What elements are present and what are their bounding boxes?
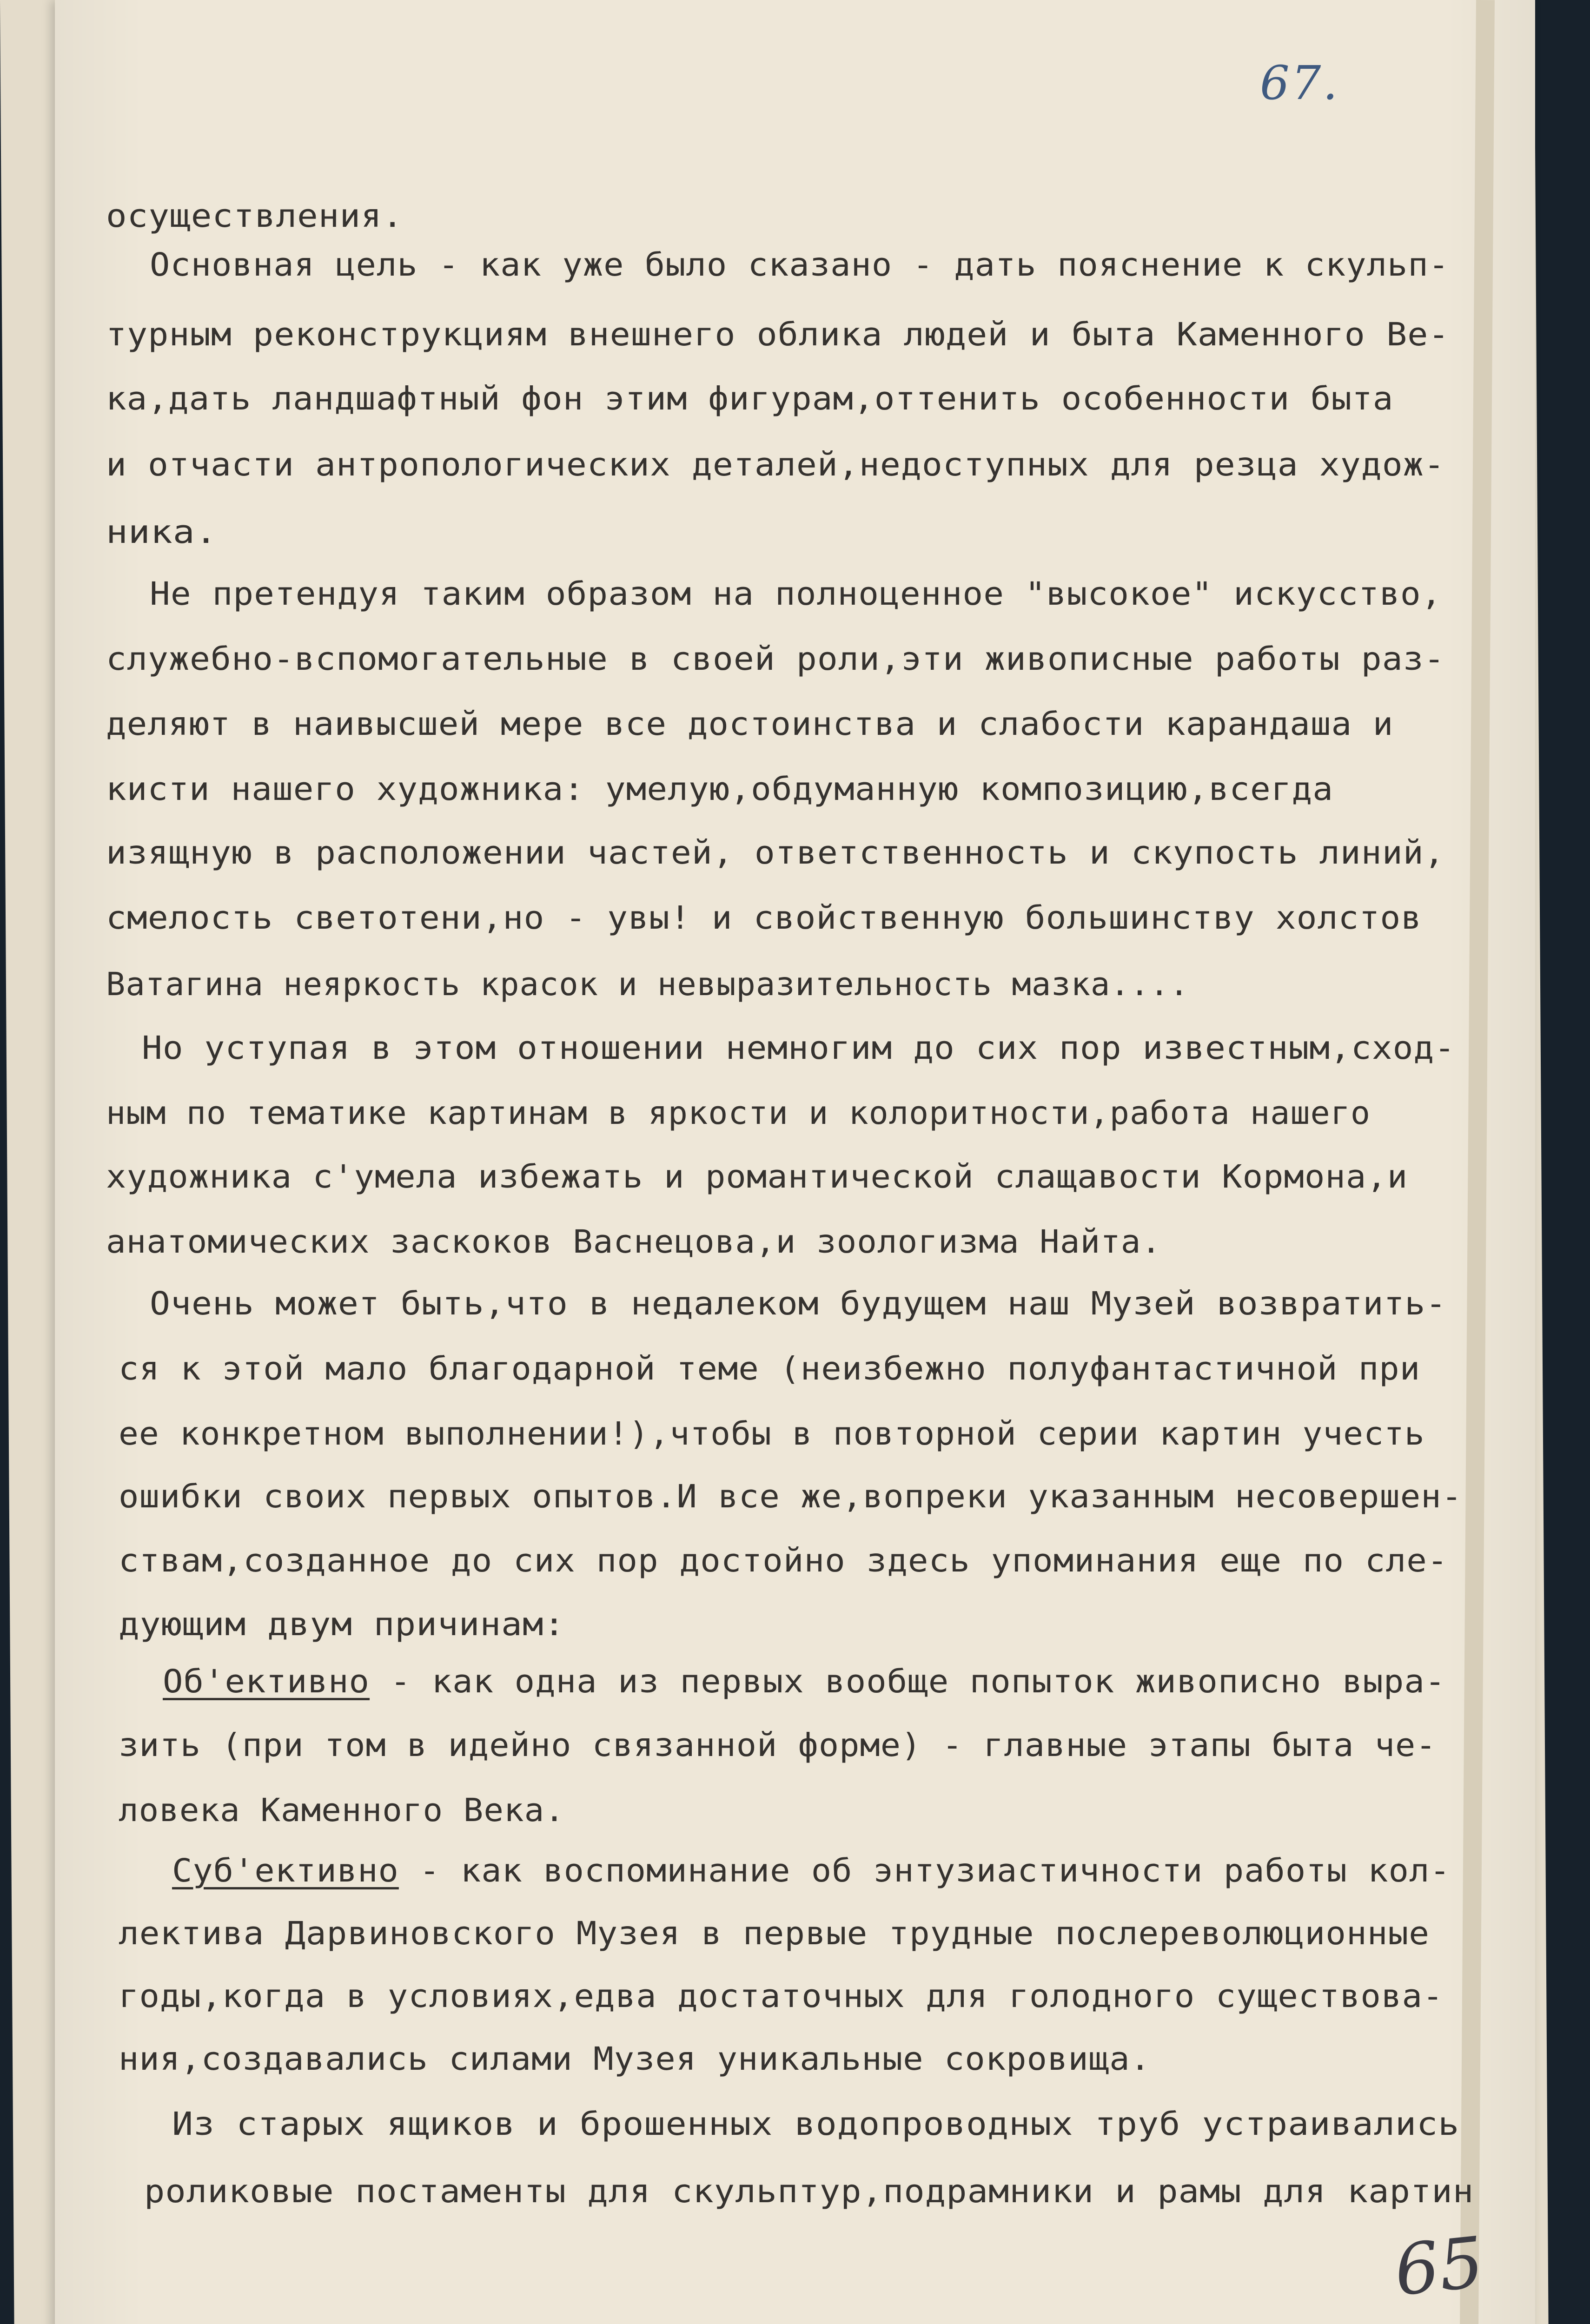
text-line bbox=[144, 2173, 1474, 2210]
line-text: ка,дать ландшафтный фон этим фигурам,оттенить особенности быта bbox=[106, 380, 1394, 417]
text-line bbox=[119, 1350, 1420, 1387]
line-text: осуществления. bbox=[106, 198, 404, 235]
text-line bbox=[106, 640, 1445, 678]
text-line bbox=[142, 1030, 1455, 1067]
line-text: ее конкретном выполнении!),чтобы в повторной серии картин учесть bbox=[119, 1415, 1425, 1452]
line-text: деляют в наивысшей мере все достоинства и слабости карандаша и bbox=[106, 706, 1394, 743]
text-line bbox=[119, 1542, 1448, 1579]
text-line bbox=[106, 514, 218, 551]
text-line bbox=[106, 198, 404, 235]
text-line bbox=[119, 1415, 1425, 1452]
line-text: - как одна из первых вообще попыток живописно выра- bbox=[370, 1663, 1446, 1700]
line-text: и отчасти антропологических деталей,недоступных для резца худож- bbox=[106, 446, 1445, 483]
line-text: зить (при том в идейно связанной форме) - главные этапы быта че- bbox=[119, 1727, 1437, 1764]
text-line bbox=[106, 834, 1445, 872]
line-text: служебно-вспомогательные в своей роли,эти живописные работы раз- bbox=[106, 640, 1445, 678]
line-text: Не претендуя таким образом на полноценное "высокое" искусство, bbox=[150, 575, 1442, 613]
underlined-term-objective: Об'ективно bbox=[163, 1663, 370, 1700]
line-text: ся к этой мало благодарной теме (неизбежно полуфантастичной при bbox=[119, 1350, 1421, 1387]
text-line bbox=[106, 899, 1422, 937]
text-line bbox=[119, 1978, 1444, 2015]
line-text: ошибки своих первых опытов.И все же,вопреки указанным несовершен- bbox=[119, 1478, 1463, 1515]
text-line bbox=[172, 1852, 1451, 1889]
text-line bbox=[106, 706, 1393, 743]
text-line bbox=[106, 316, 1450, 353]
line-text: ствам,созданное до сих пор достойно здесь упоминания еще по сле- bbox=[119, 1542, 1448, 1579]
text-line bbox=[172, 2106, 1459, 2143]
folio-number-bottom: 65 bbox=[1391, 2222, 1488, 2312]
text-line bbox=[150, 575, 1442, 613]
text-line bbox=[106, 1158, 1408, 1195]
text-line bbox=[119, 1606, 565, 1643]
text-line bbox=[106, 1095, 1371, 1132]
line-text: Но уступая в этом отношении немногим до сих пор известным,сход- bbox=[142, 1030, 1456, 1067]
line-text: Очень может быть,что в недалеком будущем наш Музей возвратить- bbox=[150, 1285, 1447, 1322]
line-text: ника. bbox=[106, 514, 218, 551]
line-text: дующим двум причинам: bbox=[119, 1606, 565, 1643]
text-line bbox=[106, 1223, 1161, 1261]
line-text: Из старых ящиков и брошенных водопроводных труб устраивались bbox=[172, 2106, 1460, 2143]
line-text: художника с'умела избежать и романтической слащавости Кормона,и bbox=[106, 1158, 1408, 1195]
text-line bbox=[119, 1792, 565, 1829]
line-text: турным реконструкциям внешнего облика людей и быта Каменного Ве- bbox=[106, 316, 1450, 353]
line-text: кисти нашего художника: умелую,обдуманную композицию,всегда bbox=[106, 771, 1333, 808]
line-text: лектива Дарвиновского Музея в первые трудные послереволюционные bbox=[119, 1915, 1430, 1952]
line-text: роликовые постаменты для скульптур,подрамники и рамы для картин bbox=[144, 2173, 1474, 2210]
text-line bbox=[106, 446, 1445, 483]
line-text: анатомических заскоков Васнецова,и зоологизма Найта. bbox=[106, 1223, 1162, 1261]
line-text: - как воспоминание об энтузиастичности работы кол- bbox=[398, 1852, 1451, 1889]
text-line bbox=[106, 380, 1393, 417]
text-line bbox=[119, 2040, 1151, 2078]
text-line bbox=[119, 1915, 1430, 1952]
underlined-term-subjective: Суб'ективно bbox=[172, 1852, 399, 1889]
line-text: годы,когда в условиях,едва достаточных для голодного существова- bbox=[119, 1978, 1444, 2015]
text-line bbox=[106, 966, 1189, 1003]
folio-number-top: 67. bbox=[1260, 56, 1340, 110]
text-line bbox=[119, 1478, 1462, 1515]
text-line bbox=[150, 1285, 1447, 1322]
text-line bbox=[119, 1727, 1437, 1764]
line-text: Основная цель - как уже было сказано - дать пояснение к скульп- bbox=[150, 246, 1450, 284]
line-text: ловека Каменного Века. bbox=[119, 1792, 565, 1829]
line-text: смелость светотени,но - увы! и свойственную большинству холстов bbox=[106, 899, 1422, 937]
line-text: ния,создавались силами Музея уникальные сокровища. bbox=[119, 2040, 1151, 2078]
line-text: ным по тематике картинам в яркости и колоритности,работа нашего bbox=[106, 1095, 1371, 1132]
line-text: Ватагина неяркость красок и невыразительность мазка.... bbox=[106, 966, 1189, 1003]
text-line bbox=[163, 1663, 1445, 1700]
text-line bbox=[150, 246, 1449, 284]
text-line bbox=[106, 771, 1333, 808]
line-text: изящную в расположении частей, ответственность и скупость линий, bbox=[106, 834, 1445, 872]
